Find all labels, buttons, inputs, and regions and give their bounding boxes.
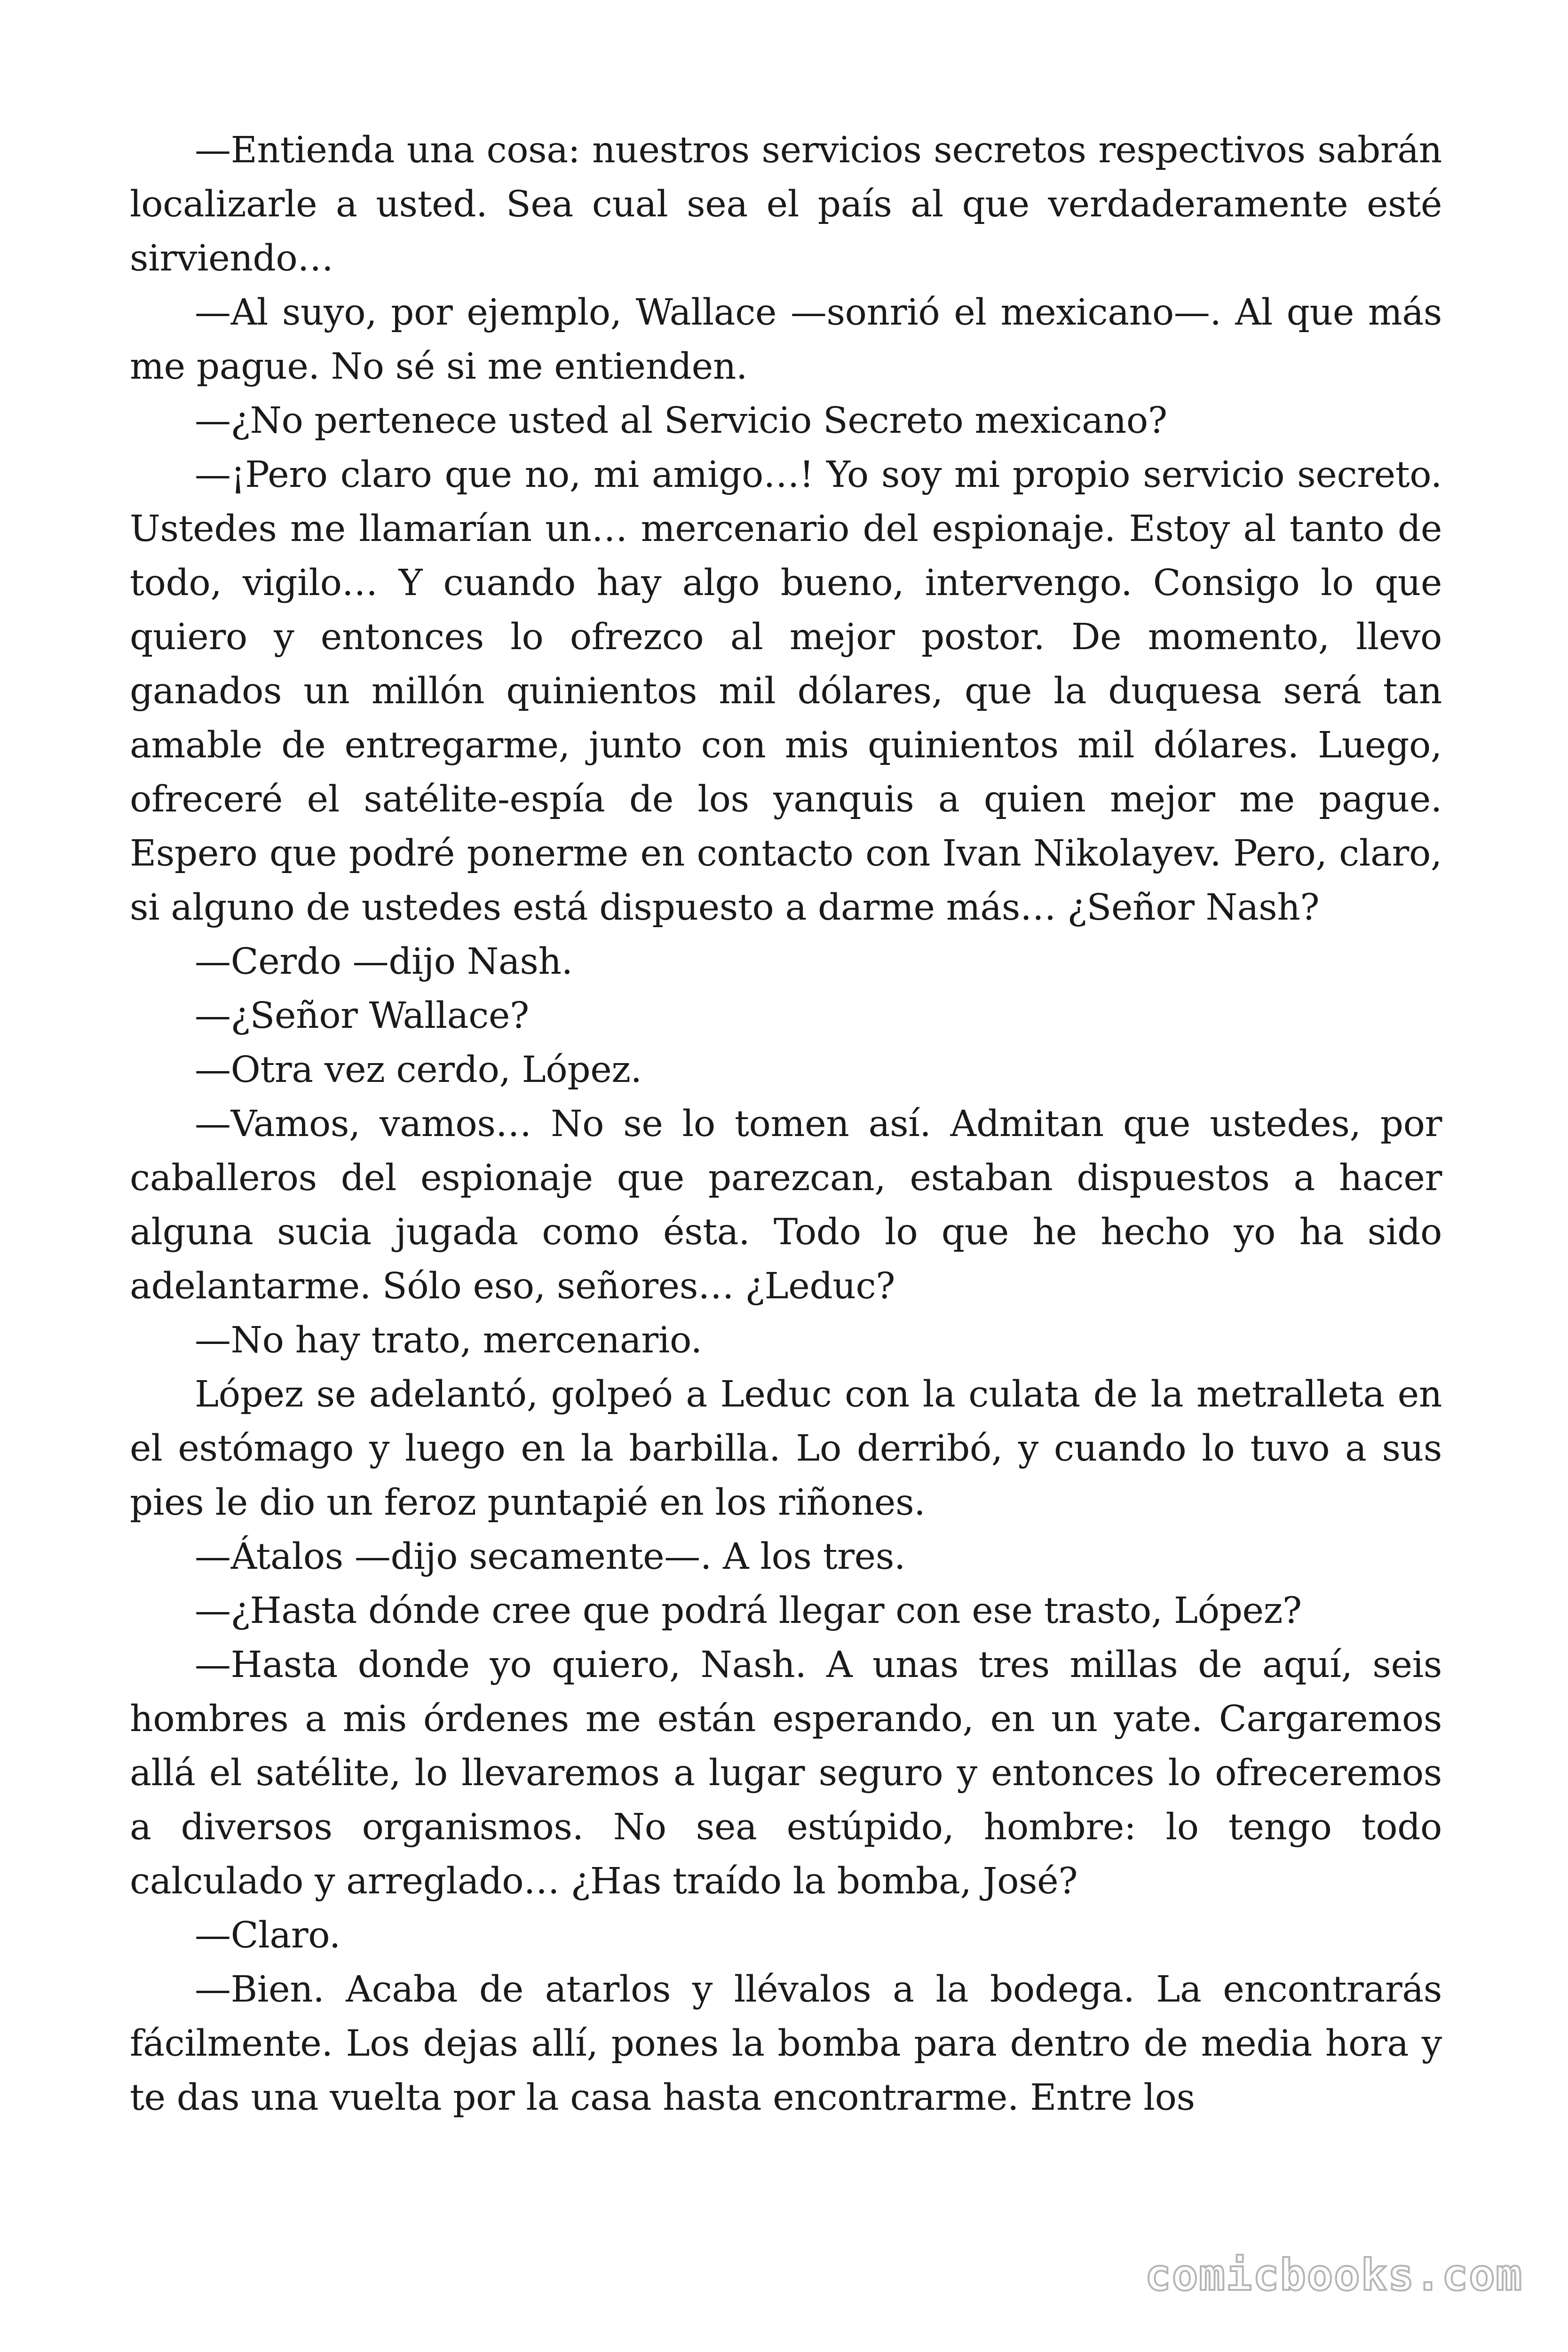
paragraph: —Átalos —dijo secamente—. A los tres. — [195, 1536, 906, 1578]
paragraph: —Hasta donde yo quiero, Nash. A unas tres millas de aquí, seis hombres a mis órdenes me están esperando, en un yate. Cargaremos allá el satélite, lo llevaremos a lugar seguro y entonces lo ofreceremos a diversos organismos. No sea estúpido, hombre: lo tengo todo calculado y arreglado… ¿Has traído la bomba, José? — [130, 1644, 1442, 1902]
paragraph: —¿Señor Wallace? — [195, 995, 529, 1037]
paragraph: —Otra vez cerdo, López. — [195, 1049, 642, 1091]
page-body-text — [130, 123, 1442, 2125]
paragraph: —¿Hasta dónde cree que podrá llegar con ese trasto, López? — [195, 1590, 1302, 1632]
paragraph: —¿No pertenece usted al Servicio Secreto mexicano? — [195, 400, 1167, 442]
watermark: comicbooks.com — [1145, 2250, 1523, 2300]
paragraph: —Vamos, vamos… No se lo tomen así. Admitan que ustedes, por caballeros del espionaje que parezcan, estaban dispuestos a hacer alguna sucia jugada como ésta. Todo lo que he hecho yo ha sido adelantarme. Sólo eso, señores… ¿Leduc? — [130, 1103, 1442, 1307]
paragraph: —Cerdo —dijo Nash. — [195, 941, 573, 983]
paragraph: —Entienda una cosa: nuestros servicios secretos respectivos sabrán localizarle a usted. Sea cual sea el país al que verdaderamente esté sirviendo… — [130, 129, 1442, 279]
paragraph: —¡Pero claro que no, mi amigo…! Yo soy mi propio servicio secreto. Ustedes me llamarían un… mercenario del espionaje. Estoy al tanto de todo, vigilo… Y cuando hay algo bueno, intervengo. Consigo lo que quiero y entonces lo ofrezco al mejor postor. De momento, llevo ganados un millón quinientos mil dólares, que la duquesa será tan amable de entregarme, junto con mis quinientos mil dólares. Luego, ofreceré el satélite-espía de los yanquis a quien mejor me pague. Espero que podré ponerme en contacto con Ivan Nikolayev. Pero, claro, si alguno de ustedes está dispuesto a darme más… ¿Señor Nash? — [130, 454, 1442, 929]
paragraph: —No hay trato, mercenario. — [195, 1319, 702, 1361]
paragraph: —Bien. Acaba de atarlos y llévalos a la bodega. La encontrarás fácilmente. Los dejas allí, pones la bomba para dentro de media hora y te das una vuelta por la casa hasta encontrarme. Entre los — [130, 1969, 1442, 2119]
paragraph: —Claro. — [195, 1915, 341, 1956]
paragraph: —Al suyo, por ejemplo, Wallace —sonrió el mexicano—. Al que más me pague. No sé si me entienden. — [130, 292, 1442, 388]
paragraph: López se adelantó, golpeó a Leduc con la culata de la metralleta en el estómago y luego en la barbilla. Lo derribó, y cuando lo tuvo a sus pies le dio un feroz puntapié en los riñones. — [130, 1374, 1442, 1524]
